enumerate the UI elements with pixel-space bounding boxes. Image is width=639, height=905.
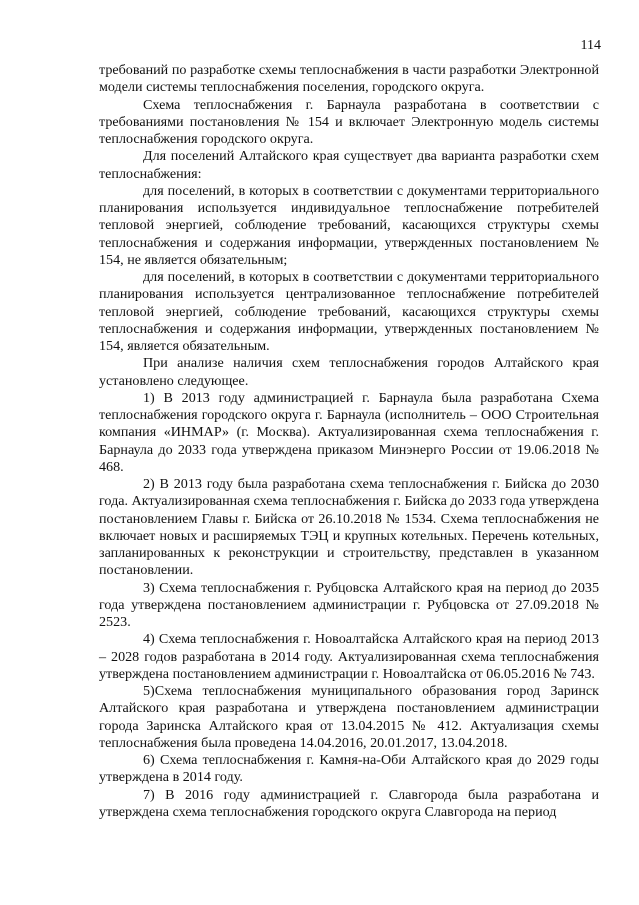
page-number: 114 xyxy=(580,38,601,53)
paragraph-individual-heating: для поселений, в которых в соответствии с документами территориального планирования используется индивидуальное теплоснабжение потребителей тепловой энергией, соблюдение требований, касающихся структуры схемы теплоснабжения и содержания информации, утвержденных постановлением № 154, не является обязательным; xyxy=(99,182,599,268)
list-item-biysk: 2) В 2013 году была разработана схема теплоснабжения г. Бийска до 2030 года. Актуализированная схема теплоснабжения г. Бийска до 2033 года утверждена постановлением Главы г. Бийска от 26.10.2018 № 1534. Схема теплоснабжения не включает новых и расширяемых ТЭЦ и крупных котельных. Перечень котельных, запланированных к реконструкции и строительству, представлен в указанном постановлении. xyxy=(99,476,599,579)
paragraph-two-variants: Для поселений Алтайского края существует два варианта разработки схем теплоснабжения: xyxy=(99,148,599,182)
list-item-rubtsovsk: 3) Схема теплоснабжения г. Рубцовска Алтайского края на период до 2035 года утверждена постановлением администрации г. Рубцовска от 27.09.2018 № 2523. xyxy=(99,579,599,630)
list-item-zarinsk: 5)Схема теплоснабжения муниципального образования город Заринск Алтайского края разработана и утверждена постановлением администрации города Заринска Алтайского края от 13.04.2015 № 412. Актуализация схемы теплоснабжения была проведена 14.04.2016, 20.01.2017, 13.04.2018. xyxy=(99,683,599,751)
paragraph-continuation: требований по разработке схемы теплоснабжения в части разработки Электронной модели системы теплоснабжения поселения, городского округа. xyxy=(99,62,599,96)
document-body xyxy=(99,62,599,821)
list-item-kamen-na-obi: 6) Схема теплоснабжения г. Камня-на-Оби Алтайского края до 2029 годы утверждена в 2014 году. xyxy=(99,752,599,786)
list-item-slavgorod: 7) В 2016 году администрацией г. Славгорода была разработана и утверждена схема теплоснабжения городского округа Славгорода на период xyxy=(99,786,599,820)
list-item-novoaltaysk: 4) Схема теплоснабжения г. Новоалтайска Алтайского края на период 2013 – 2028 годов разработана в 2014 году. Актуализированная схема теплоснабжения утверждена постановлением администрации г. Новоалтайска от 06.05.2016 № 743. xyxy=(99,631,599,682)
paragraph-analysis-intro: При анализе наличия схем теплоснабжения городов Алтайского края установлено следующее. xyxy=(99,355,599,389)
list-item-barnaul: 1) В 2013 году администрацией г. Барнаула была разработана Схема теплоснабжения городского округа г. Барнаула (исполнитель – ООО Строительная компания «ИНМАР» (г. Москва). Актуализированная схема теплоснабжения г. Барнаула до 2033 года утверждена приказом Минэнерго России от 19.06.2018 № 468. xyxy=(99,389,599,475)
paragraph-centralized-heating: для поселений, в которых в соответствии с документами территориального планирования используется централизованное теплоснабжение потребителей тепловой энергией, соблюдение требований, касающихся структуры схемы теплоснабжения и содержания информации, утвержденных постановлением № 154, является обязательным. xyxy=(99,269,599,354)
paragraph-barnaul-scheme: Схема теплоснабжения г. Барнаула разработана в соответствии с требованиями постановления № 154 и включает Электронную модель системы теплоснабжения городского округа. xyxy=(99,96,599,147)
